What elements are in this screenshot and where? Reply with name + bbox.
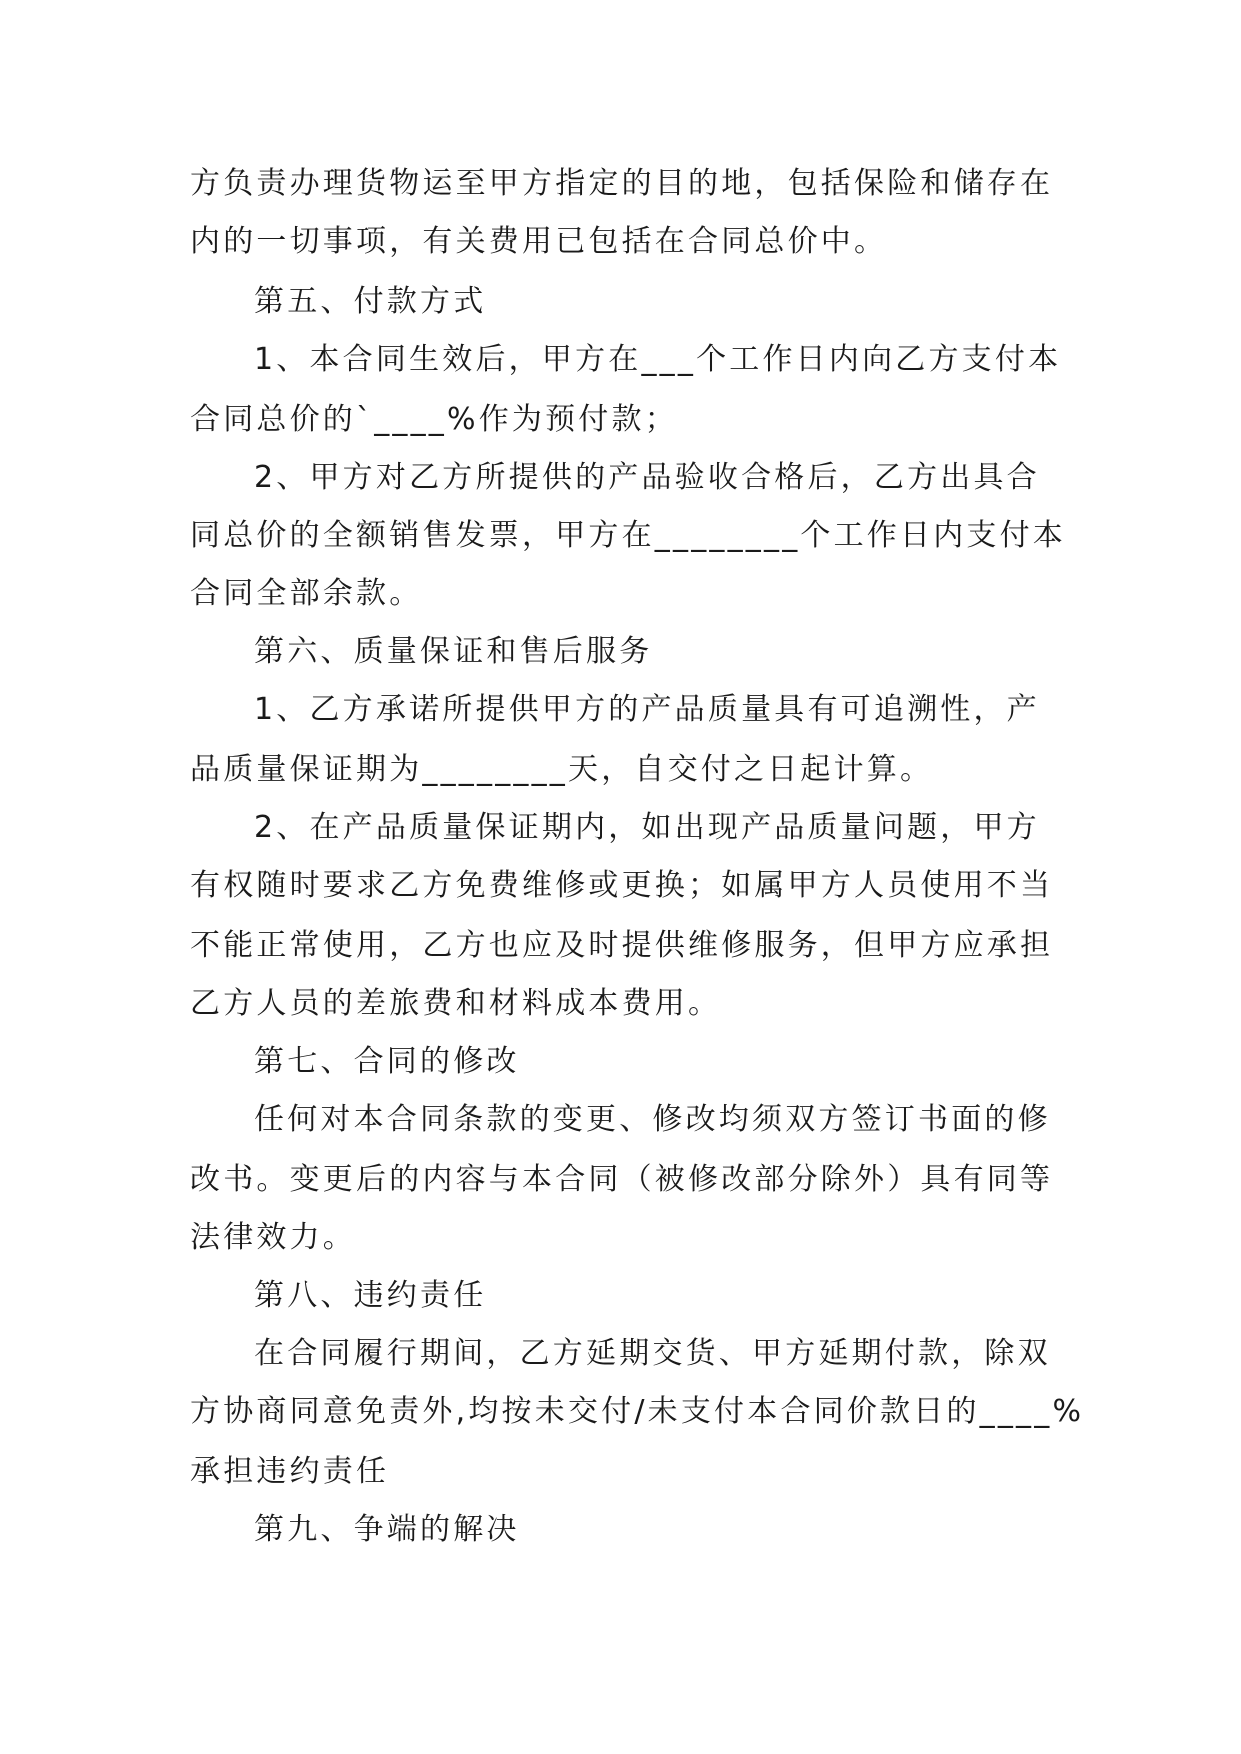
section-heading-9: 第九、争端的解决 — [254, 1512, 520, 1547]
text-line: 1、本合同生效后，甲方在___个工作日内向乙方支付本 — [254, 342, 1062, 377]
section-heading-8: 第八、违约责任 — [254, 1278, 487, 1313]
text-line: 合同全部余款。 — [190, 576, 423, 611]
text-line: 任何对本合同条款的变更、修改均须双方签订书面的修 — [254, 1102, 1051, 1137]
text-line: 2、甲方对乙方所提供的产品验收合格后，乙方出具合 — [254, 460, 1040, 495]
text-line: 在合同履行期间，乙方延期交货、甲方延期付款，除双 — [254, 1336, 1051, 1371]
text-line: 1、乙方承诺所提供甲方的产品质量具有可追溯性，产 — [254, 692, 1040, 727]
text-line: 合同总价的`____%作为预付款； — [190, 402, 678, 437]
section-heading-7: 第七、合同的修改 — [254, 1044, 520, 1079]
text-line: 2、在产品质量保证期内，如出现产品质量问题，甲方 — [254, 810, 1040, 845]
text-line: 法律效力。 — [190, 1220, 356, 1255]
text-line: 内的一切事项，有关费用已包括在合同总价中。 — [190, 224, 888, 259]
text-line: 承担违约责任 — [190, 1454, 390, 1489]
section-heading-5: 第五、付款方式 — [254, 284, 487, 319]
text-line: 有权随时要求乙方免费维修或更换；如属甲方人员使用不当 — [190, 868, 1054, 903]
section-heading-6: 第六、质量保证和售后服务 — [254, 634, 653, 669]
text-line: 同总价的全额销售发票，甲方在________个工作日内支付本 — [190, 518, 1066, 553]
text-line: 改书。变更后的内容与本合同（被修改部分除外）具有同等 — [190, 1162, 1054, 1197]
text-line: 方负责办理货物运至甲方指定的目的地，包括保险和储存在 — [190, 166, 1054, 201]
text-line: 不能正常使用，乙方也应及时提供维修服务，但甲方应承担 — [190, 928, 1054, 963]
text-line: 品质量保证期为________天，自交付之日起计算。 — [190, 752, 934, 787]
text-line: 方协商同意免责外,均按未交付/未支付本合同价款日的____% — [190, 1394, 1085, 1429]
text-line: 乙方人员的差旅费和材料成本费用。 — [190, 986, 722, 1021]
